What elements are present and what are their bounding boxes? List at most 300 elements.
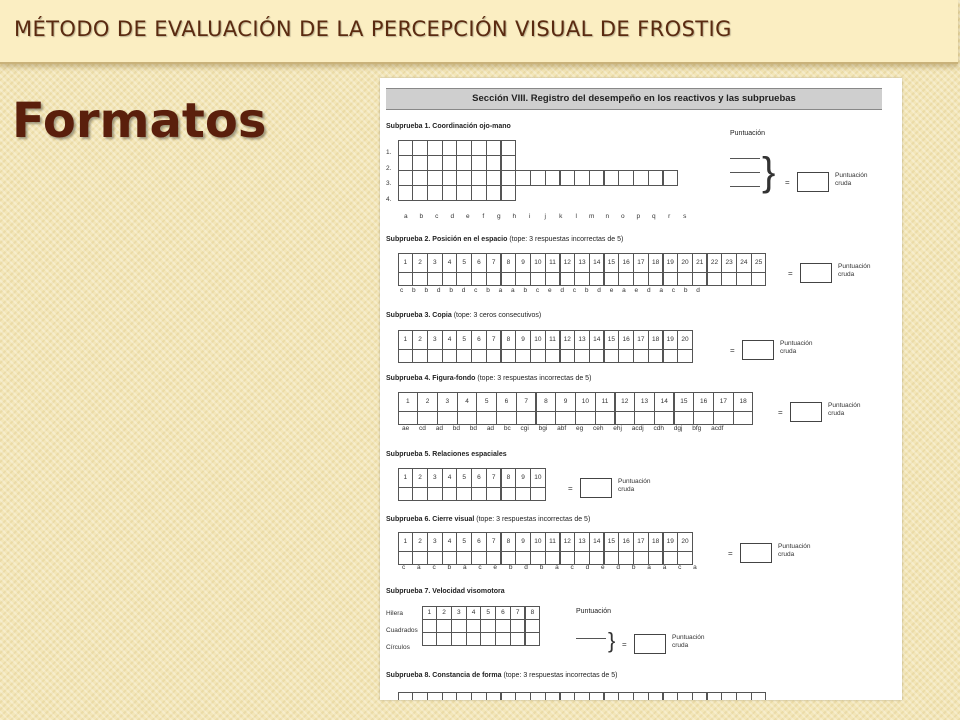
grid-cell xyxy=(560,349,576,363)
grid-cell: 7 xyxy=(486,532,502,552)
grid-cell xyxy=(633,349,649,363)
grid-cell xyxy=(412,551,428,565)
grid-cell: 8 xyxy=(501,532,517,552)
grid-cell: 12 xyxy=(560,330,576,350)
grid-cell xyxy=(560,170,576,186)
sub6-grid xyxy=(398,532,692,564)
sub1-letters xyxy=(398,213,693,220)
grid-cell xyxy=(412,185,428,201)
grid-cell xyxy=(442,170,458,186)
grid-cell xyxy=(427,487,443,501)
sub1-letter: q xyxy=(651,213,656,220)
sub1-title: Subprueba 1. Coordinación ojo-mano xyxy=(386,123,511,130)
sub1-letter: h xyxy=(512,213,517,220)
grid-cell xyxy=(560,692,576,700)
grid-cell xyxy=(457,411,478,425)
grid-cell: 13 xyxy=(634,392,655,412)
grid-cell: 6 xyxy=(471,330,487,350)
grid-cell xyxy=(713,411,734,425)
sub1-puntuacion-label: Puntuación xyxy=(730,130,766,137)
grid-cell xyxy=(530,487,546,501)
grid-cell xyxy=(486,272,502,286)
grid-cell xyxy=(575,411,596,425)
grid-cell xyxy=(574,170,590,186)
grid-cell xyxy=(560,551,576,565)
grid-cell xyxy=(422,619,438,633)
sub1-brace: } xyxy=(762,150,776,194)
grid-cell xyxy=(442,272,458,286)
grid-cell xyxy=(618,272,634,286)
sub1-letter: i xyxy=(529,213,531,220)
grid-cell xyxy=(633,272,649,286)
grid-cell xyxy=(412,692,428,700)
grid-cell: 7 xyxy=(516,392,537,412)
grid-cell: 14 xyxy=(654,392,675,412)
grid-cell: 5 xyxy=(456,253,472,273)
sub1-letter: k xyxy=(559,213,563,220)
grid-cell: 9 xyxy=(555,392,576,412)
grid-cell xyxy=(663,170,679,186)
grid-row xyxy=(398,186,678,201)
grid-cell xyxy=(451,619,467,633)
sub2-answers: c b b d b d c b a a b c e d c b d e a e d a c b d xyxy=(400,287,700,294)
grid-cell xyxy=(496,411,517,425)
grid-cell xyxy=(442,692,458,700)
grid-cell xyxy=(515,272,531,286)
grid-cell xyxy=(751,692,767,700)
sub7-brace: } xyxy=(608,628,616,653)
grid-cell: 6 xyxy=(471,468,487,488)
grid-cell: 10 xyxy=(530,253,546,273)
grid-row xyxy=(398,551,692,564)
grid-cell: 6 xyxy=(495,606,511,620)
sub8-grid-partial xyxy=(398,692,766,700)
grid-cell xyxy=(486,349,502,363)
sub1-letter: b xyxy=(419,213,424,220)
sub1-letter: c xyxy=(435,213,439,220)
grid-cell: 17 xyxy=(633,253,649,273)
grid-cell xyxy=(663,551,679,565)
grid-row xyxy=(398,349,692,362)
grid-cell: 4 xyxy=(442,330,458,350)
grid-cell xyxy=(466,619,482,633)
grid-cell: 3 xyxy=(451,606,467,620)
grid-cell xyxy=(545,170,561,186)
grid-cell: 13 xyxy=(574,253,590,273)
grid-cell xyxy=(574,551,590,565)
grid-cell xyxy=(674,411,695,425)
grid-cell xyxy=(648,349,664,363)
grid-cell xyxy=(436,632,452,646)
grid-cell: 9 xyxy=(515,330,531,350)
sub8-title: Subprueba 8. Constancia de forma (tope: 3 respuestas incorrectas de 5) xyxy=(386,672,618,679)
grid-cell: 14 xyxy=(589,253,605,273)
grid-row xyxy=(422,619,540,632)
grid-cell xyxy=(677,272,693,286)
sub3-grid xyxy=(398,330,692,362)
grid-cell: 5 xyxy=(480,606,496,620)
grid-cell xyxy=(486,155,502,171)
grid-cell xyxy=(633,170,649,186)
grid-cell: 5 xyxy=(476,392,497,412)
grid-cell: 18 xyxy=(648,330,664,350)
grid-cell xyxy=(648,692,664,700)
grid-cell xyxy=(501,349,517,363)
grid-row xyxy=(398,140,678,155)
grid-cell xyxy=(451,632,467,646)
grid-cell xyxy=(471,155,487,171)
grid-cell: 14 xyxy=(589,532,605,552)
grid-cell: 19 xyxy=(663,330,679,350)
grid-cell xyxy=(589,551,605,565)
grid-cell xyxy=(515,349,531,363)
grid-cell: 12 xyxy=(560,253,576,273)
grid-cell xyxy=(412,487,428,501)
grid-cell xyxy=(427,140,443,156)
grid-cell xyxy=(525,619,541,633)
grid-cell xyxy=(663,692,679,700)
grid-cell: 11 xyxy=(545,253,561,273)
sub1-letter: s xyxy=(683,213,687,220)
grid-cell xyxy=(510,619,526,633)
grid-cell xyxy=(427,272,443,286)
grid-cell xyxy=(471,185,487,201)
grid-cell xyxy=(486,185,502,201)
grid-cell: 1 xyxy=(398,253,414,273)
grid-cell xyxy=(589,272,605,286)
grid-cell xyxy=(436,619,452,633)
grid-cell xyxy=(574,692,590,700)
grid-cell xyxy=(654,411,675,425)
grid-cell: 19 xyxy=(663,253,679,273)
grid-cell xyxy=(615,411,636,425)
grid-cell xyxy=(417,411,438,425)
grid-cell xyxy=(618,692,634,700)
grid-cell xyxy=(510,632,526,646)
slide-title: MÉTODO DE EVALUACIÓN DE LA PERCEPCIÓN VISUAL DE FROSTIG xyxy=(14,17,732,41)
grid-cell: 5 xyxy=(456,532,472,552)
grid-cell: 10 xyxy=(530,532,546,552)
grid-cell xyxy=(736,272,752,286)
grid-cell xyxy=(501,170,517,186)
sub6-answers: c a c b a c e b d b a c d e d b a a c a xyxy=(402,564,697,571)
grid-cell: 5 xyxy=(456,330,472,350)
grid-cell xyxy=(427,170,443,186)
grid-cell: 18 xyxy=(648,532,664,552)
grid-cell: 2 xyxy=(436,606,452,620)
grid-cell: 24 xyxy=(736,253,752,273)
grid-cell xyxy=(486,140,502,156)
sub2-grid xyxy=(398,253,766,285)
grid-cell xyxy=(442,185,458,201)
grid-cell xyxy=(692,272,708,286)
grid-cell xyxy=(495,619,511,633)
grid-row xyxy=(398,253,766,272)
grid-cell xyxy=(692,692,708,700)
grid-cell: 7 xyxy=(510,606,526,620)
form-title: Sección VIII. Registro del desempeño en los reactivos y las subpruebas xyxy=(472,93,796,104)
sub5-grid xyxy=(398,468,545,500)
grid-cell xyxy=(634,411,655,425)
grid-cell xyxy=(501,155,517,171)
grid-cell xyxy=(442,551,458,565)
sub7-row-circulos: Círculos xyxy=(386,644,410,651)
grid-cell xyxy=(648,272,664,286)
grid-cell: 10 xyxy=(530,468,546,488)
grid-cell: 4 xyxy=(442,253,458,273)
grid-cell: 16 xyxy=(618,253,634,273)
grid-cell: 17 xyxy=(633,532,649,552)
grid-cell: 22 xyxy=(707,253,723,273)
grid-cell xyxy=(398,349,414,363)
sub1-line-1 xyxy=(730,158,760,159)
sub6-title: Subprueba 6. Cierre visual (tope: 3 respuestas incorrectas de 5) xyxy=(386,516,591,523)
grid-cell xyxy=(471,487,487,501)
grid-cell: 8 xyxy=(536,392,557,412)
grid-row xyxy=(398,532,692,551)
grid-cell: 9 xyxy=(515,253,531,273)
grid-cell xyxy=(398,692,414,700)
grid-cell xyxy=(721,692,737,700)
grid-cell xyxy=(456,272,472,286)
grid-cell xyxy=(604,272,620,286)
grid-cell xyxy=(693,411,714,425)
grid-cell xyxy=(486,692,502,700)
sub1-line-2 xyxy=(730,172,760,173)
grid-cell xyxy=(480,632,496,646)
grid-cell: 1 xyxy=(398,330,414,350)
grid-cell: 2 xyxy=(412,330,428,350)
grid-cell: 25 xyxy=(751,253,767,273)
grid-cell xyxy=(530,692,546,700)
grid-cell: 4 xyxy=(442,532,458,552)
grid-cell xyxy=(501,272,517,286)
sub7-row-cuadrados: Cuadrados xyxy=(386,627,418,634)
sub2-title: Subprueba 2. Posición en el espacio (tope: 3 respuestas incorrectas de 5) xyxy=(386,236,624,243)
sub4-title: Subprueba 4. Figura-fondo (tope: 3 respuestas incorrectas de 5) xyxy=(386,375,592,382)
grid-cell xyxy=(555,411,576,425)
grid-cell: 7 xyxy=(486,253,502,273)
grid-cell xyxy=(604,170,620,186)
grid-cell xyxy=(442,155,458,171)
sub7-row-hilera: Hilera xyxy=(386,610,403,617)
grid-row xyxy=(398,170,678,185)
grid-cell xyxy=(486,551,502,565)
sub1-letter: l xyxy=(575,213,577,220)
grid-cell: 3 xyxy=(427,330,443,350)
grid-cell xyxy=(422,632,438,646)
grid-cell xyxy=(398,155,414,171)
grid-cell xyxy=(707,692,723,700)
grid-cell: 17 xyxy=(633,330,649,350)
grid-cell: 3 xyxy=(427,468,443,488)
grid-cell xyxy=(398,170,414,186)
grid-cell xyxy=(648,170,664,186)
grid-cell xyxy=(480,619,496,633)
grid-cell: 16 xyxy=(618,532,634,552)
grid-cell xyxy=(515,692,531,700)
grid-cell xyxy=(427,155,443,171)
grid-cell xyxy=(663,272,679,286)
grid-cell: 12 xyxy=(560,532,576,552)
grid-row xyxy=(398,330,692,349)
grid-cell: 21 xyxy=(692,253,708,273)
grid-cell xyxy=(733,411,754,425)
grid-cell xyxy=(536,411,557,425)
grid-cell: 5 xyxy=(456,468,472,488)
grid-cell xyxy=(604,692,620,700)
grid-cell xyxy=(456,487,472,501)
grid-cell xyxy=(398,272,414,286)
grid-cell xyxy=(427,185,443,201)
grid-cell: 2 xyxy=(412,253,428,273)
grid-cell xyxy=(751,272,767,286)
grid-cell: 16 xyxy=(618,330,634,350)
grid-cell xyxy=(412,170,428,186)
grid-cell: 15 xyxy=(674,392,695,412)
grid-cell: 1 xyxy=(398,468,414,488)
grid-cell xyxy=(437,411,458,425)
grid-cell xyxy=(466,632,482,646)
grid-cell xyxy=(515,170,531,186)
sub1-row-4: 4. xyxy=(386,196,392,203)
grid-cell: 13 xyxy=(574,532,590,552)
sub1-letter: d xyxy=(450,213,455,220)
grid-cell: 20 xyxy=(677,253,693,273)
grid-cell xyxy=(604,349,620,363)
sub5-title: Subprueba 5. Relaciones espaciales xyxy=(386,451,507,458)
grid-cell xyxy=(589,349,605,363)
grid-cell: 9 xyxy=(515,532,531,552)
grid-cell xyxy=(589,170,605,186)
grid-cell: 9 xyxy=(515,468,531,488)
grid-cell: 16 xyxy=(693,392,714,412)
grid-cell: 8 xyxy=(501,253,517,273)
grid-cell: 17 xyxy=(713,392,734,412)
grid-cell: 15 xyxy=(604,330,620,350)
sub1-line-3 xyxy=(730,186,760,187)
grid-cell xyxy=(618,170,634,186)
sub1-score-box xyxy=(797,172,829,192)
grid-cell xyxy=(633,692,649,700)
grid-cell xyxy=(456,551,472,565)
grid-cell: 4 xyxy=(457,392,478,412)
grid-cell xyxy=(501,692,517,700)
grid-cell: 18 xyxy=(733,392,754,412)
grid-cell xyxy=(427,692,443,700)
grid-cell: 6 xyxy=(496,392,517,412)
grid-cell xyxy=(398,487,414,501)
grid-cell: 23 xyxy=(721,253,737,273)
grid-row xyxy=(398,155,678,170)
grid-cell xyxy=(663,349,679,363)
grid-cell xyxy=(595,411,616,425)
grid-cell xyxy=(471,272,487,286)
grid-cell: 2 xyxy=(412,468,428,488)
grid-cell: 11 xyxy=(595,392,616,412)
grid-cell: 4 xyxy=(466,606,482,620)
grid-cell xyxy=(456,349,472,363)
grid-cell xyxy=(442,487,458,501)
grid-cell xyxy=(633,551,649,565)
grid-cell xyxy=(677,349,693,363)
grid-row xyxy=(398,392,753,411)
grid-cell xyxy=(545,272,561,286)
grid-cell: 1 xyxy=(398,532,414,552)
grid-cell: 11 xyxy=(545,532,561,552)
grid-cell xyxy=(471,170,487,186)
sub1-letter: a xyxy=(403,213,408,220)
grid-row xyxy=(422,632,540,645)
grid-row xyxy=(398,692,766,700)
grid-cell xyxy=(677,692,693,700)
grid-cell xyxy=(486,170,502,186)
sub1-row-3: 3. xyxy=(386,180,392,187)
grid-cell xyxy=(427,349,443,363)
grid-cell xyxy=(648,551,664,565)
grid-cell: 20 xyxy=(677,330,693,350)
grid-cell xyxy=(398,411,419,425)
grid-cell: 1 xyxy=(422,606,438,620)
grid-cell xyxy=(516,411,537,425)
grid-cell xyxy=(501,487,517,501)
grid-row xyxy=(398,468,545,487)
sub7-puntuacion-label: Puntuación xyxy=(576,608,612,615)
grid-cell xyxy=(471,551,487,565)
grid-cell xyxy=(456,185,472,201)
sub4-grid xyxy=(398,392,753,424)
sub1-letter: o xyxy=(620,213,625,220)
grid-cell: 2 xyxy=(412,532,428,552)
sub1-letter: n xyxy=(605,213,610,220)
grid-cell xyxy=(530,170,546,186)
sub1-letter: m xyxy=(589,213,595,220)
grid-cell: 7 xyxy=(486,468,502,488)
grid-cell xyxy=(427,551,443,565)
form-title-bar xyxy=(386,88,882,110)
grid-cell xyxy=(530,272,546,286)
grid-cell: 13 xyxy=(574,330,590,350)
grid-cell xyxy=(736,692,752,700)
grid-cell xyxy=(530,349,546,363)
grid-cell: 18 xyxy=(648,253,664,273)
grid-cell xyxy=(456,170,472,186)
grid-cell: 3 xyxy=(437,392,458,412)
grid-cell: 1 xyxy=(398,392,419,412)
sub1-letter: p xyxy=(636,213,641,220)
grid-cell xyxy=(471,140,487,156)
grid-cell xyxy=(412,349,428,363)
grid-cell: 8 xyxy=(525,606,541,620)
grid-cell xyxy=(412,140,428,156)
grid-cell: 12 xyxy=(615,392,636,412)
grid-cell xyxy=(501,140,517,156)
grid-cell xyxy=(618,551,634,565)
grid-cell xyxy=(486,487,502,501)
grid-row xyxy=(398,272,766,285)
grid-cell xyxy=(515,551,531,565)
grid-cell xyxy=(604,551,620,565)
sub1-letter: j xyxy=(544,213,546,220)
title-bar xyxy=(0,0,958,64)
sub4-answers: ae cd ad bd bd ad bc cgi bgi abf eg ceh ehj acdj cdh dgj bfg acdf xyxy=(402,425,724,432)
grid-cell xyxy=(501,551,517,565)
grid-cell: 8 xyxy=(501,468,517,488)
grid-cell: 11 xyxy=(545,330,561,350)
sub1-letter: e xyxy=(465,213,470,220)
grid-cell xyxy=(560,272,576,286)
grid-cell: 8 xyxy=(501,330,517,350)
